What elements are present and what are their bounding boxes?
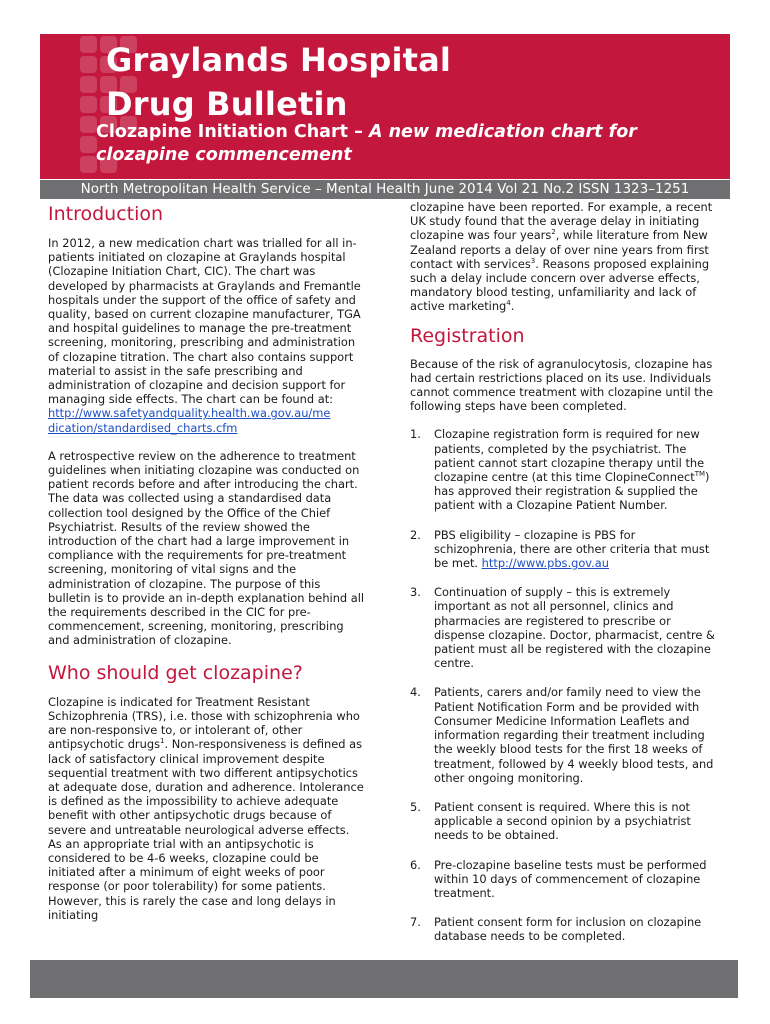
item6-text: Pre-clozapine baseline tests must be performed within 10 days of commencement of clozapine treatment. (434, 857, 707, 900)
item2-text: PBS eligibility – clozapine is PBS for schizophrenia, there are other criteria that must be met. (434, 527, 710, 571)
subtitle-italic: A new medication chart for clozapine commencement (96, 122, 637, 165)
footer-bar (30, 960, 738, 998)
cont-text-1: clozapine have been reported. For example, a recent UK study found that the average delay in initiating clozapine was four years (410, 200, 713, 243)
item1-text-before: Clozapine registration form is required for new patients, completed by the psychiatrist. The patient cannot start clozapine therapy until the clozapine centre (at this time ClopineConnect (434, 427, 705, 485)
bulletin-subtitle (96, 121, 716, 167)
subtitle-main: Clozapine Initiation Chart – (96, 122, 369, 142)
bulletin-header (40, 34, 730, 179)
list-number: 7. (410, 915, 421, 930)
list-number: 2. (410, 527, 421, 542)
item5-text: Patient consent is required. Where this is not applicable a second opinion by a psychiatrist needs to be obtained. (434, 799, 691, 843)
who-paragraph (48, 695, 366, 922)
reference-4: 4 (506, 299, 511, 308)
trademark-mark: TM (694, 470, 706, 479)
list-number: 5. (410, 799, 421, 814)
introduction-heading: Introduction (48, 203, 164, 225)
chart-link-line2: dication/standardised_charts.cfm (48, 420, 238, 435)
intro-p1-text: In 2012, a new medication chart was trialled for all in-patients initiated on clozapine at Graylands hospital (Clozapine Initiation Chart, CIC). The chart was developed by pharmacists at Graylands and Fremantle hospitals under the support of the office of safety and quality, based on current clozapine manufacturer, TGA and hospital guidelines to manage the pre-treatment screening, monitoring, prescribing and administration of clozapine titration. The chart also contains support material to assist in the safe prescribing and administration of clozapine and decision support for managing side effects. The chart can be found at: (48, 236, 361, 407)
publication-info-bar: North Metropolitan Health Service – Mental Health June 2014 Vol 21 No.2 ISSN 1323–1251 (40, 180, 730, 199)
who-should-get-heading: Who should get clozapine? (48, 661, 303, 684)
reference-1: 1 (160, 737, 165, 746)
cont-text-4: . (510, 299, 515, 314)
list-item (410, 585, 718, 670)
registration-steps-list (410, 427, 718, 943)
right-column (410, 200, 718, 959)
pbs-link[interactable]: http://www.pbs.gov.au (481, 556, 609, 571)
list-item (410, 915, 718, 943)
list-number: 4. (410, 685, 421, 700)
who-text-before: Clozapine is indicated for Treatment Resistant Schizophrenia (TRS), i.e. those with schizophrenia who are non-responsive to, or intolerant of, other antipsychotic drugs (48, 694, 360, 752)
registration-heading: Registration (410, 324, 525, 347)
list-number: 1. (410, 427, 421, 442)
cont-text-3: . Reasons proposed explaining such a delay include concern over adverse effects, mandatory blood testing, unfamiliarity and lack of active marketing (410, 256, 710, 314)
who-text-after: . Non-responsiveness is defined as lack of satisfactory clinical improvement despite sequential treatment with two different antipsychotics at adequate dose, duration and adherence. Intolerance is defined as the impossibility to achieve adequate benefit with other antipsychotic drugs because of severe and untreatable neurological adverse effects. As an appropriate trial with an antipsychotic is considered to be 4-6 weeks, clozapine could be initiated after a minimum of eight weeks of poor response (or poor tolerability) for some patients. However, this is rarely the case and long delays in initiating (48, 737, 364, 922)
chart-link[interactable] (48, 406, 330, 434)
cont-text-2: , while literature from New Zealand reports a delay of over nine years from first contact with services (410, 228, 709, 271)
item4-text: Patients, carers and/or family need to view the Patient Notification Form and be provided with Consumer Medicine Information Leaflets and information regarding their treatment including the weekly blood tests for the first 18 weeks of treatment, followed by 4 weekly blood tests, and other ongoing monitoring. (434, 685, 714, 785)
list-number: 6. (410, 857, 421, 872)
introduction-paragraph-2: A retrospective review on the adherence to treatment guidelines when initiating clozapine was conducted on patient records before and after introducing the chart. The data was collected using a standardised data collection tool designed by the Office of the Chief Psychiatrist. Results of the review showed the introduction of the chart had a large improvement in compliance with the requirements for pre-treatment screening, monitoring of vital signs and the administration of clozapine. The purpose of this bulletin is to provide an in-depth explanation behind all the requirements described in the CIC for pre-commencement, screening, monitoring, prescribing and administration of clozapine. (48, 448, 365, 648)
list-item (410, 427, 718, 512)
registration-intro: Because of the risk of agranulocytosis, clozapine has had certain restrictions placed on its use. Individuals cannot commence treatment with clozapine until the following steps have been completed. (410, 356, 713, 414)
list-item (410, 528, 718, 571)
bulletin-title-line1: Graylands Hospital (106, 41, 452, 79)
list-number: 3. (410, 585, 421, 600)
left-column (48, 200, 366, 922)
item1-text-after: ) has approved their registration & supplied the patient with a Clozapine Patient Number. (434, 470, 710, 513)
item7-text: Patient consent form for inclusion on clozapine database needs to be completed. (434, 915, 702, 944)
chart-link-line1: http://www.safetyandquality.health.wa.gov.au/me (48, 406, 331, 421)
reference-3: 3 (530, 257, 536, 266)
introduction-paragraph-1 (48, 236, 366, 435)
continued-paragraph (410, 200, 718, 314)
list-item (410, 858, 718, 901)
reference-2: 2 (551, 228, 556, 237)
list-item (410, 685, 718, 784)
bulletin-title-line2: Drug Bulletin (106, 85, 348, 123)
list-item (410, 800, 718, 843)
item3-text: Continuation of supply – this is extremely important as not all personnel, clinics and pharmacies are registered to prescribe or dispense clozapine. Doctor, pharmacist, centre & patient must all be registered with the clozapine centre. (434, 585, 715, 671)
